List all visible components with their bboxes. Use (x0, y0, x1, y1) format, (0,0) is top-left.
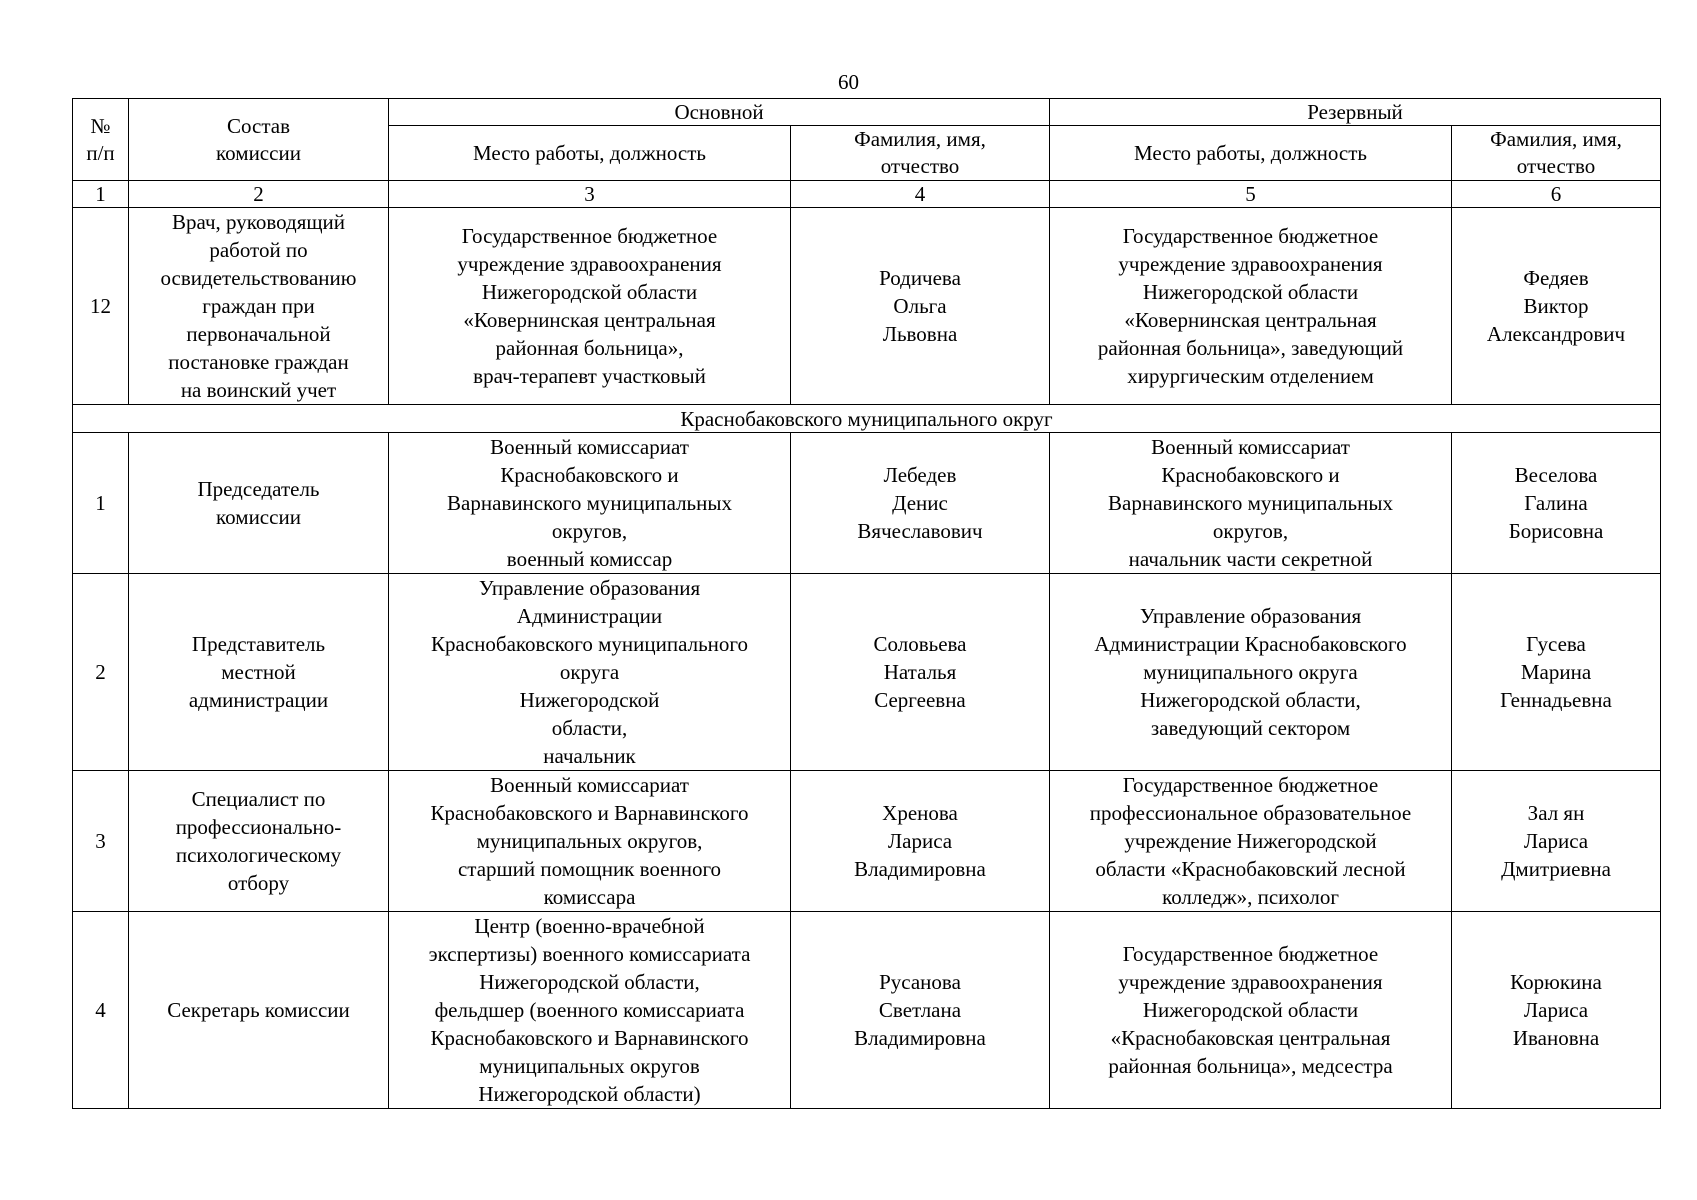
text-line: фельдшер (военного комиссариата (434, 998, 745, 1022)
row-reserve-name (1452, 912, 1661, 1109)
text-line: Геннадьевна (1500, 688, 1612, 712)
text-line: Вячеславович (857, 519, 983, 543)
text-line: отбору (227, 871, 290, 895)
text-line: Хренова (882, 801, 958, 825)
header-main-fio (791, 126, 1050, 181)
row-role (129, 912, 389, 1109)
text-line: Зал ян (1527, 801, 1585, 825)
page-number: 60 (838, 70, 859, 94)
row-reserve-workplace (1050, 433, 1452, 574)
text-line: районная больница», медсестра (1108, 1054, 1393, 1078)
text-line: начальник части секретной (1128, 547, 1373, 571)
row-number: 1 (73, 433, 129, 574)
text-line: старший помощник военного (457, 857, 722, 881)
row-main-name (791, 771, 1050, 912)
text-line: граждан при (202, 294, 315, 318)
text-line: Врач, руководящий (171, 210, 346, 234)
row-role (129, 771, 389, 912)
row-number: 2 (73, 574, 129, 771)
table-row (73, 771, 1661, 912)
text-line: Военный комиссариат (490, 435, 689, 459)
text-line: Федяев (1523, 266, 1589, 290)
text-line: Лебедев (883, 463, 957, 487)
header-reserve: Резервный (1050, 99, 1661, 126)
text-line: Варнавинского муниципальных (447, 491, 732, 515)
text-line: комиссара (543, 885, 636, 909)
text-line: Нижегородской области (481, 280, 698, 304)
text-line: Лариса (1523, 829, 1589, 853)
text-line: Нижегородской (519, 688, 660, 712)
row-main-name (791, 574, 1050, 771)
text-line: Светлана (878, 998, 962, 1022)
text-line: на воинский учет (180, 378, 337, 402)
row-reserve-workplace (1050, 771, 1452, 912)
text-line: учреждение Нижегородской (1124, 829, 1377, 853)
text-line: врач-терапевт участковый (473, 364, 706, 388)
row-reserve-workplace (1050, 208, 1452, 405)
row-number: 3 (73, 771, 129, 912)
column-numbers-row (73, 181, 1661, 208)
header-fio-line: отчество (880, 154, 960, 178)
text-line: учреждение здравоохранения (1118, 970, 1383, 994)
text-line: колледж», психолог (1162, 885, 1339, 909)
text-line: экспертизы) военного комиссариата (428, 942, 751, 966)
text-line: Александрович (1486, 322, 1626, 346)
text-line: Наталья (883, 660, 957, 684)
header-num-line: п/п (86, 140, 115, 165)
text-line: Львовна (882, 322, 958, 346)
text-line: Центр (военно-врачебной (474, 914, 705, 938)
text-line: военный комиссар (506, 547, 673, 571)
row-main-workplace (389, 574, 791, 771)
text-line: Ольга (893, 294, 947, 318)
text-line: профессиональное образовательное (1089, 801, 1412, 825)
row-main-name (791, 208, 1050, 405)
table-row (73, 208, 1661, 405)
header-fio-line: Фамилия, имя, (1490, 127, 1622, 151)
text-line: комиссии (216, 505, 301, 529)
text-line: Государственное бюджетное (1122, 773, 1379, 797)
row-number: 4 (73, 912, 129, 1109)
text-line: Военный комиссариат (490, 773, 689, 797)
text-line: «Ковернинская центральная (1124, 308, 1377, 332)
text-line: округов, (1212, 519, 1289, 543)
row-main-workplace (389, 912, 791, 1109)
row-main-workplace (389, 771, 791, 912)
header-fio-line: отчество (1516, 154, 1596, 178)
row-main-workplace (389, 433, 791, 574)
text-line: муниципальных округов (479, 1054, 700, 1078)
text-line: Соловьева (873, 632, 967, 656)
text-line: округов, (551, 519, 628, 543)
text-line: Денис (892, 491, 948, 515)
row-role (129, 208, 389, 405)
text-line: освидетельствованию (160, 266, 357, 290)
text-line: Гусева (1526, 632, 1586, 656)
header-composition-line: комиссии (216, 140, 301, 165)
text-line: Краснобаковского и Варнавинского (430, 801, 749, 825)
text-line: Родичева (879, 266, 961, 290)
text-line: Галина (1524, 491, 1588, 515)
row-role (129, 574, 389, 771)
row-reserve-name (1452, 208, 1661, 405)
header-composition (129, 99, 389, 181)
text-line: Дмитриевна (1501, 857, 1611, 881)
header-reserve-workplace: Место работы, должность (1050, 126, 1452, 181)
header-num (73, 99, 129, 181)
header-row (73, 99, 1661, 126)
text-line: Нижегородской области (1142, 280, 1359, 304)
row-role (129, 433, 389, 574)
row-reserve-name (1452, 574, 1661, 771)
text-line: профессионально- (175, 815, 342, 839)
section-title: Краснобаковского муниципального округ (73, 405, 1661, 433)
text-line: хирургическим отделением (1127, 364, 1374, 388)
column-number: 4 (791, 181, 1050, 208)
text-line: Военный комиссариат (1151, 435, 1350, 459)
text-line: Владимировна (854, 1026, 986, 1050)
column-number: 5 (1050, 181, 1452, 208)
row-reserve-workplace (1050, 912, 1452, 1109)
header-num-line: № (90, 113, 111, 138)
text-line: Государственное бюджетное (1122, 224, 1379, 248)
row-main-name (791, 912, 1050, 1109)
header-main: Основной (389, 99, 1050, 126)
header-composition-line: Состав (226, 113, 291, 138)
text-line: Краснобаковского и (1161, 463, 1340, 487)
text-line: области, (551, 716, 628, 740)
column-number: 6 (1452, 181, 1661, 208)
column-number: 2 (129, 181, 389, 208)
text-line: Председатель (197, 477, 320, 501)
header-fio-line: Фамилия, имя, (854, 127, 986, 151)
table-row (73, 912, 1661, 1109)
text-line: местной (221, 660, 296, 684)
text-line: Государственное бюджетное (461, 224, 718, 248)
text-line: постановке граждан (168, 350, 349, 374)
text-line: Варнавинского муниципальных (1108, 491, 1393, 515)
text-line: Лариса (1523, 998, 1589, 1022)
row-main-workplace (389, 208, 791, 405)
text-line: Краснобаковского и Варнавинского (430, 1026, 749, 1050)
text-line: районная больница», (495, 336, 684, 360)
header-main-workplace: Место работы, должность (389, 126, 791, 181)
text-line: области «Краснобаковский лесной (1095, 857, 1406, 881)
text-line: Марина (1520, 660, 1592, 684)
text-line: первоначальной (186, 322, 331, 346)
text-line: Краснобаковского муниципального (431, 632, 748, 656)
commission-table (72, 98, 1661, 1109)
text-line: Веселова (1514, 463, 1598, 487)
section-row (73, 405, 1661, 433)
text-line: Виктор (1523, 294, 1589, 318)
row-reserve-name (1452, 433, 1661, 574)
text-line: учреждение здравоохранения (457, 252, 722, 276)
text-line: Управление образования (1139, 604, 1362, 628)
text-line: учреждение здравоохранения (1118, 252, 1383, 276)
table-row (73, 574, 1661, 771)
column-number: 1 (73, 181, 129, 208)
text-line: Борисовна (1508, 519, 1604, 543)
text-line: Нижегородской области (1142, 998, 1359, 1022)
text-line: Русанова (879, 970, 961, 994)
text-line: Секретарь комиссии (167, 998, 350, 1022)
text-line: Представитель (191, 632, 326, 656)
text-line: Специалист по (191, 787, 326, 811)
text-line: округа (559, 660, 620, 684)
text-line: «Ковернинская центральная (463, 308, 716, 332)
text-line: Администрации (516, 604, 663, 628)
text-line: районная больница», заведующий (1097, 336, 1404, 360)
text-line: Администрации Краснобаковского (1094, 632, 1407, 656)
text-line: Корюкина (1510, 970, 1602, 994)
text-line: Краснобаковского и (500, 463, 679, 487)
text-line: Управление образования (478, 576, 701, 600)
text-line: психологическому (175, 843, 342, 867)
table-row (73, 433, 1661, 574)
text-line: работой по (209, 238, 308, 262)
row-reserve-name (1452, 771, 1661, 912)
header-reserve-fio (1452, 126, 1661, 181)
column-number: 3 (389, 181, 791, 208)
row-number: 12 (73, 208, 129, 405)
text-line: Владимировна (854, 857, 986, 881)
text-line: Нижегородской области, (479, 970, 700, 994)
text-line: начальник (543, 744, 636, 768)
text-line: заведующий сектором (1150, 716, 1351, 740)
text-line: «Краснобаковская центральная (1110, 1026, 1391, 1050)
text-line: Лариса (887, 829, 953, 853)
text-line: Ивановна (1512, 1026, 1600, 1050)
text-line: Нижегородской области) (478, 1082, 701, 1106)
text-line: администрации (188, 688, 329, 712)
text-line: Сергеевна (874, 688, 966, 712)
text-line: муниципальных округов, (476, 829, 703, 853)
row-main-name (791, 433, 1050, 574)
text-line: Нижегородской области, (1140, 688, 1361, 712)
row-reserve-workplace (1050, 574, 1452, 771)
text-line: Государственное бюджетное (1122, 942, 1379, 966)
text-line: муниципального округа (1143, 660, 1358, 684)
